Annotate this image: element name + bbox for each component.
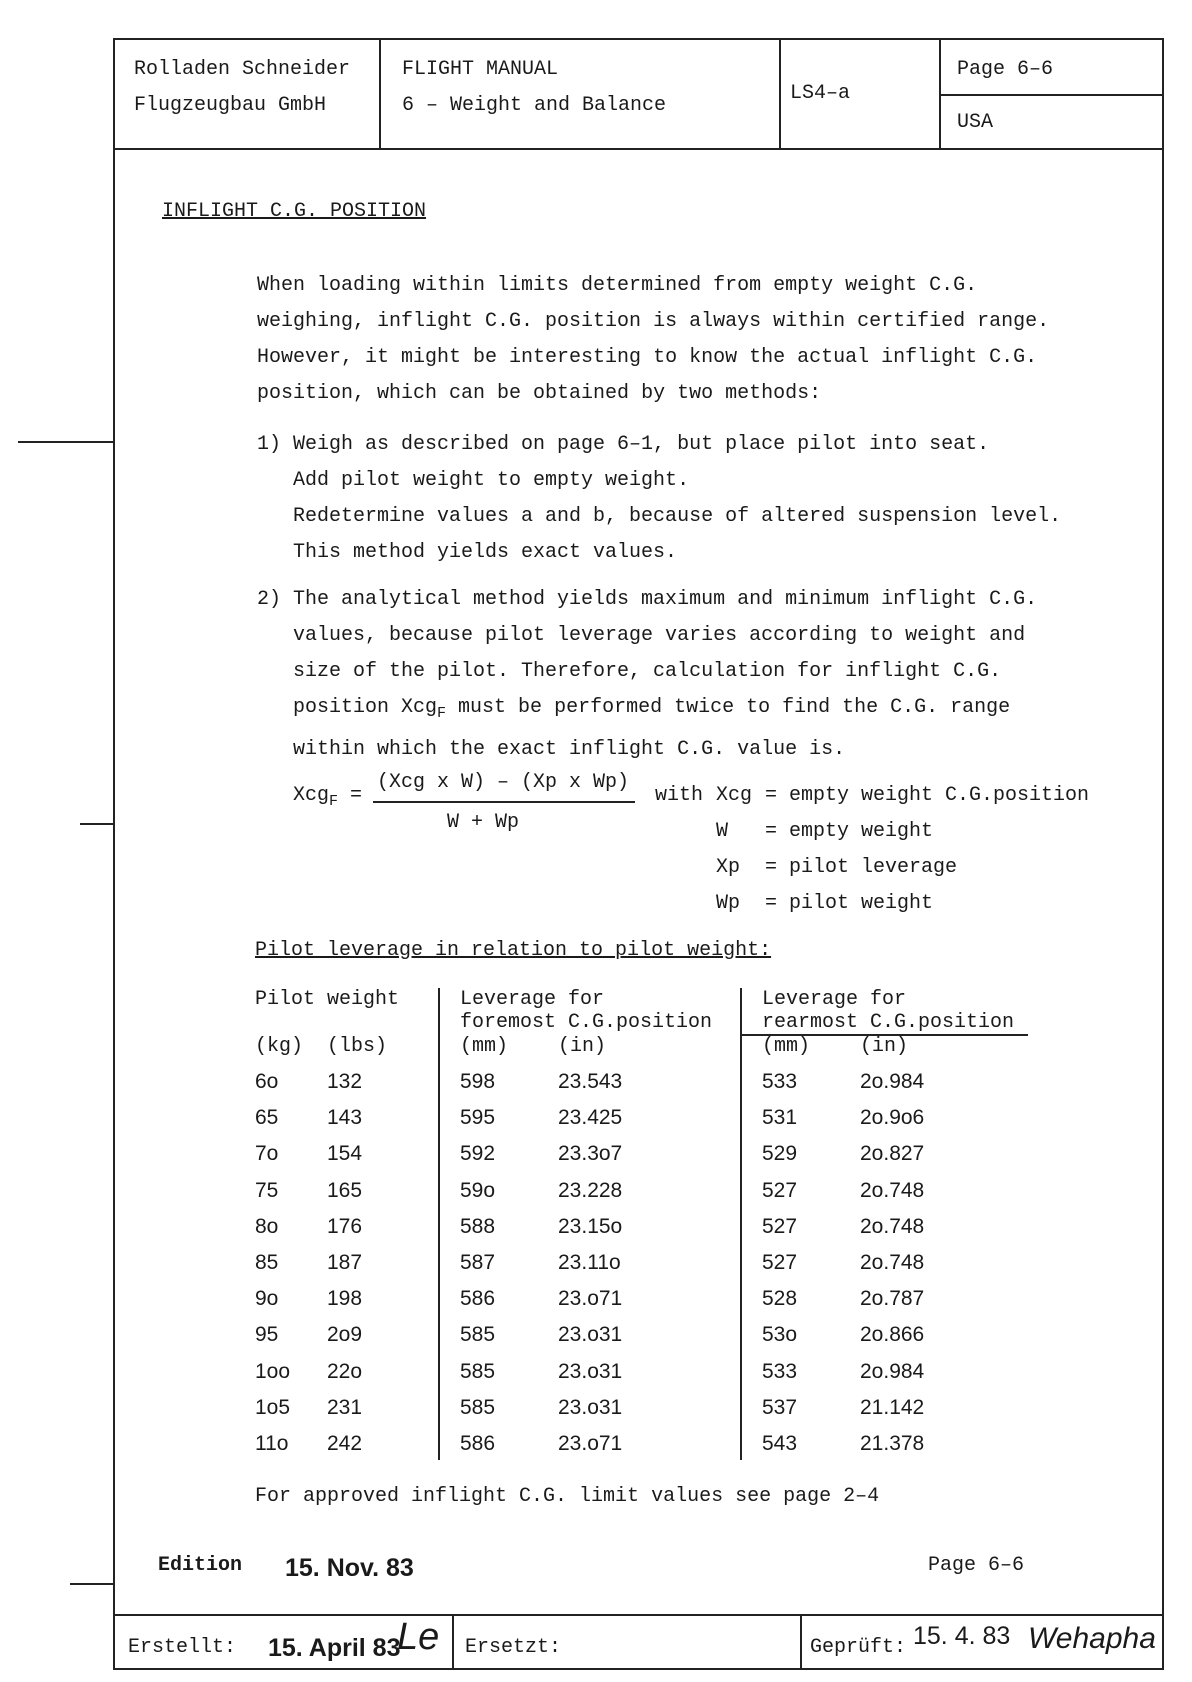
table-cell: 533 bbox=[762, 1070, 798, 1093]
table-cell: 2o.748 bbox=[860, 1251, 925, 1274]
footer-rule bbox=[113, 1614, 1164, 1616]
limit-note: For approved inflight C.G. limit values see page 2–4 bbox=[255, 1485, 880, 1508]
table-cell: 23.o31 bbox=[558, 1359, 623, 1383]
table-cell: 2o.827 bbox=[860, 1142, 925, 1166]
erstellt-initials: Le bbox=[397, 1616, 440, 1658]
column-group-header: foremost C.G.position bbox=[460, 1011, 713, 1034]
table-cell: 2o.984 bbox=[860, 1359, 925, 1383]
text-line: This method yields exact values. bbox=[293, 541, 678, 564]
margin-mark bbox=[80, 823, 113, 825]
table-cell: 531 bbox=[762, 1106, 798, 1130]
table-cell: 165 bbox=[327, 1178, 363, 1202]
erstellt-date: 15. April 83 bbox=[268, 1634, 401, 1662]
table-cell: 23.11o bbox=[558, 1251, 621, 1274]
erstellt-label: Erstellt: bbox=[128, 1636, 237, 1659]
column-group-header: rearmost C.G.position bbox=[762, 1011, 1015, 1034]
unit-header: (kg) bbox=[255, 1035, 304, 1058]
table-cell: 22o bbox=[327, 1359, 363, 1383]
column-group-header: Leverage for bbox=[762, 988, 907, 1011]
table-cell: 598 bbox=[460, 1070, 496, 1093]
text-line: However, it might be interesting to know the actual inflight C.G. bbox=[257, 346, 1038, 369]
table-cell: 21.142 bbox=[860, 1395, 925, 1419]
geprueft-signature: Wehapha bbox=[1028, 1622, 1156, 1655]
text-line: position, which can be obtained by two methods: bbox=[257, 382, 822, 405]
text-line: Redetermine values a and b, because of altered suspension level. bbox=[293, 505, 1062, 528]
table-cell: 65 bbox=[255, 1106, 279, 1130]
ersetzt-label: Ersetzt: bbox=[465, 1636, 562, 1659]
text-line: values, because pilot leverage varies according to weight and bbox=[293, 624, 1026, 647]
geprueft-date: 15. 4. 83 bbox=[913, 1622, 1011, 1650]
table-cell: 85 bbox=[255, 1251, 279, 1274]
table-cell: 198 bbox=[327, 1287, 363, 1311]
method2-number: 2) bbox=[257, 588, 282, 611]
margin-mark bbox=[70, 1583, 113, 1585]
formula-with: with bbox=[655, 784, 704, 807]
table-cell: 75 bbox=[255, 1178, 279, 1202]
table-cell: 527 bbox=[762, 1251, 798, 1274]
table-cell: 587 bbox=[460, 1251, 496, 1274]
formula-lhs bbox=[293, 778, 362, 820]
table-cell: 2o.787 bbox=[860, 1287, 925, 1311]
table-cell: 23.3o7 bbox=[558, 1142, 623, 1166]
formula-numerator: (Xcg x W) – (Xp x Wp) bbox=[377, 771, 630, 794]
table-cell: 533 bbox=[762, 1359, 798, 1383]
formula-symbol: Xcg bbox=[293, 784, 330, 807]
intro-paragraph bbox=[257, 268, 1049, 412]
def-description: = empty weight C.G.position bbox=[765, 784, 1090, 807]
table-cell: 529 bbox=[762, 1142, 798, 1166]
footer-page-number: Page 6–6 bbox=[928, 1554, 1025, 1577]
table-cell: 23.543 bbox=[558, 1070, 623, 1093]
table-cell: 132 bbox=[327, 1070, 363, 1093]
def-description: = empty weight bbox=[765, 820, 934, 843]
text-line bbox=[293, 690, 1037, 732]
table-cell: 2o.748 bbox=[860, 1178, 925, 1202]
footer-divider bbox=[800, 1614, 802, 1670]
table-cell: 8o bbox=[255, 1214, 279, 1238]
column-group-header: Leverage for bbox=[460, 988, 605, 1011]
unit-header: (in) bbox=[558, 1035, 607, 1058]
unit-header: (in) bbox=[860, 1035, 909, 1058]
formula-subscript: F bbox=[329, 793, 339, 810]
table-cell: 2o.984 bbox=[860, 1070, 925, 1093]
formula-denominator: W + Wp bbox=[447, 811, 520, 834]
table-cell: 154 bbox=[327, 1142, 363, 1166]
table-cell: 143 bbox=[327, 1106, 363, 1130]
text-line: Add pilot weight to empty weight. bbox=[293, 469, 690, 492]
header-page-number: Page 6–6 bbox=[957, 58, 1054, 81]
table-cell: 59o bbox=[460, 1178, 496, 1202]
table-cell: 543 bbox=[762, 1432, 798, 1455]
def-description: = pilot leverage bbox=[765, 856, 958, 879]
table-cell: 528 bbox=[762, 1287, 798, 1311]
table-cell: 23.o71 bbox=[558, 1287, 623, 1311]
table-cell: 2o.866 bbox=[860, 1323, 925, 1347]
unit-header: (mm) bbox=[460, 1035, 509, 1058]
table-cell: 588 bbox=[460, 1214, 496, 1238]
def-symbol: W bbox=[716, 820, 729, 843]
text-line: The analytical method yields maximum and minimum inflight C.G. bbox=[293, 588, 1038, 611]
edition-label: Edition bbox=[158, 1554, 243, 1577]
def-symbol: Wp bbox=[716, 892, 741, 915]
fraction-bar bbox=[373, 801, 635, 803]
table-cell: 595 bbox=[460, 1106, 496, 1130]
formula-equals: = bbox=[350, 784, 363, 807]
table-cell: 95 bbox=[255, 1323, 279, 1347]
table-cell: 586 bbox=[460, 1287, 496, 1311]
table-cell: 23.15o bbox=[558, 1214, 623, 1238]
table-cell: 11o bbox=[255, 1432, 289, 1455]
table-cell: 585 bbox=[460, 1323, 496, 1347]
table-cell: 7o bbox=[255, 1142, 279, 1166]
table-cell: 585 bbox=[460, 1395, 496, 1419]
table-cell: 23.228 bbox=[558, 1178, 623, 1202]
manual-section: 6 – Weight and Balance bbox=[402, 94, 667, 117]
def-symbol: Xp bbox=[716, 856, 741, 879]
manual-title: FLIGHT MANUAL bbox=[402, 58, 559, 81]
table-cell: 231 bbox=[327, 1395, 363, 1419]
table-caption: Pilot leverage in relation to pilot weight: bbox=[255, 939, 772, 962]
table-cell: 187 bbox=[327, 1251, 363, 1274]
model-label: LS4–a bbox=[790, 82, 851, 105]
table-cell: 9o bbox=[255, 1287, 279, 1311]
text-line: When loading within limits determined from empty weight C.G. bbox=[257, 274, 978, 297]
geprueft-label: Geprüft: bbox=[810, 1636, 907, 1659]
table-cell: 23.o71 bbox=[558, 1432, 623, 1455]
table-divider bbox=[740, 988, 742, 1460]
unit-header: (mm) bbox=[762, 1035, 811, 1058]
table-cell: 6o bbox=[255, 1070, 279, 1093]
table-cell: 1o5 bbox=[255, 1395, 291, 1419]
text-line: size of the pilot. Therefore, calculation for inflight C.G. bbox=[293, 660, 1002, 683]
table-cell: 1oo bbox=[255, 1359, 291, 1383]
column-group-header: Pilot weight bbox=[255, 988, 400, 1011]
table-cell: 537 bbox=[762, 1395, 798, 1419]
def-symbol: Xcg bbox=[716, 784, 753, 807]
text-line: within which the exact inflight C.G. value is. bbox=[293, 738, 846, 761]
method1-number: 1) bbox=[257, 433, 282, 456]
edition-date: 15. Nov. 83 bbox=[285, 1554, 414, 1582]
text-line: weighing, inflight C.G. position is always within certified range. bbox=[257, 310, 1050, 333]
method1-text bbox=[293, 427, 1061, 571]
table-cell: 2o9 bbox=[327, 1323, 363, 1347]
table-cell: 242 bbox=[327, 1432, 363, 1455]
table-cell: 527 bbox=[762, 1214, 798, 1238]
company-name-line2: Flugzeugbau GmbH bbox=[134, 94, 327, 117]
margin-mark bbox=[18, 441, 113, 443]
section-title: INFLIGHT C.G. POSITION bbox=[162, 200, 427, 223]
table-cell: 527 bbox=[762, 1178, 798, 1202]
footer-divider bbox=[452, 1614, 454, 1670]
table-cell: 53o bbox=[762, 1323, 798, 1347]
table-cell: 592 bbox=[460, 1142, 496, 1166]
table-cell: 23.425 bbox=[558, 1106, 623, 1130]
country-label: USA bbox=[957, 111, 994, 134]
subscript: F bbox=[437, 705, 447, 722]
table-cell: 2o.748 bbox=[860, 1214, 925, 1238]
text-segment: position Xcg bbox=[293, 696, 438, 719]
table-cell: 23.o31 bbox=[558, 1323, 623, 1347]
table-divider bbox=[438, 988, 440, 1460]
table-cell: 176 bbox=[327, 1214, 363, 1238]
unit-header: (lbs) bbox=[327, 1035, 388, 1058]
table-cell: 586 bbox=[460, 1432, 496, 1455]
table-cell: 21.378 bbox=[860, 1432, 925, 1455]
def-description: = pilot weight bbox=[765, 892, 934, 915]
table-cell: 2o.9o6 bbox=[860, 1106, 925, 1130]
method2-text bbox=[293, 582, 1037, 768]
table-cell: 585 bbox=[460, 1359, 496, 1383]
company-name: Rolladen Schneider bbox=[134, 58, 351, 81]
text-segment: must be performed twice to find the C.G. range bbox=[446, 696, 1011, 719]
text-line: Weigh as described on page 6–1, but place pilot into seat. bbox=[293, 433, 990, 456]
table-cell: 23.o31 bbox=[558, 1395, 623, 1419]
